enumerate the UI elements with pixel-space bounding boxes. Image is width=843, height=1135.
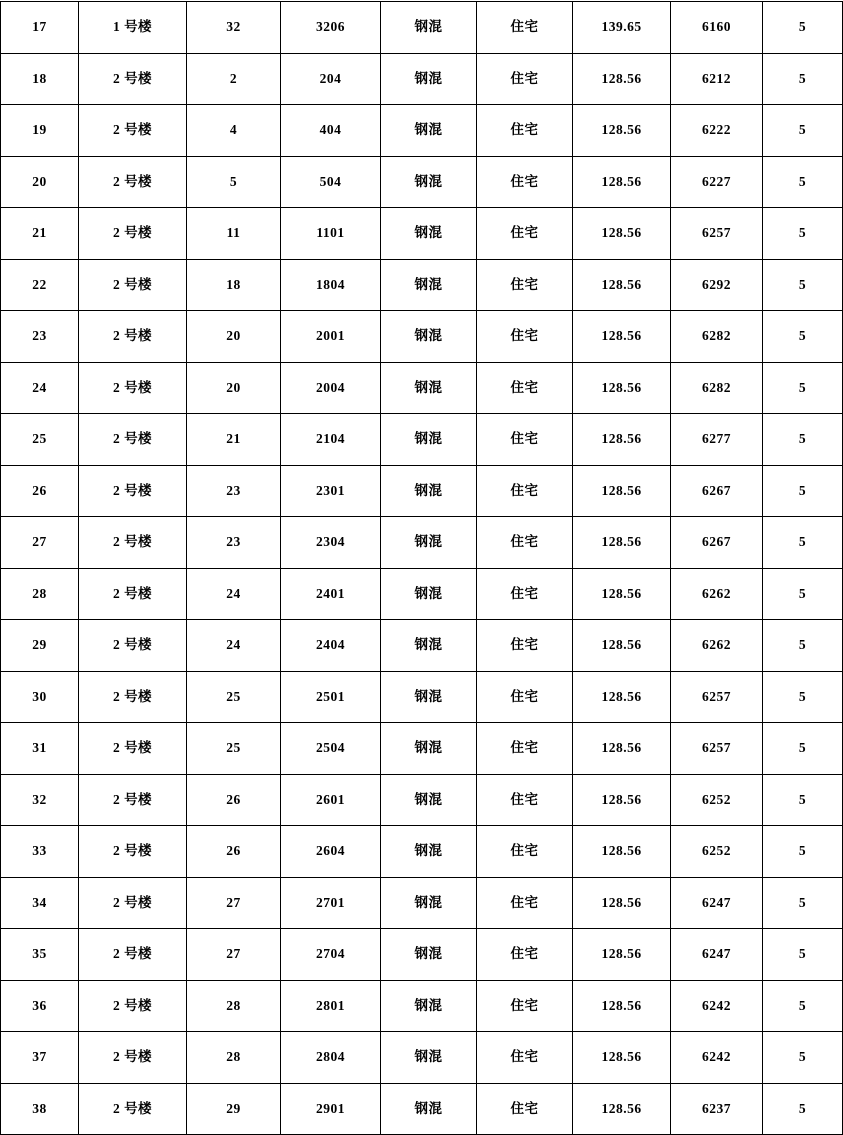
table-cell: 住宅 <box>477 568 573 620</box>
table-cell: 128.56 <box>573 568 671 620</box>
table-cell: 128.56 <box>573 980 671 1032</box>
table-cell: 2 号楼 <box>79 1032 187 1084</box>
table-cell: 住宅 <box>477 208 573 260</box>
table-cell: 26 <box>187 774 281 826</box>
table-cell: 住宅 <box>477 517 573 569</box>
table-cell: 住宅 <box>477 1083 573 1135</box>
table-row <box>1 1083 843 1135</box>
table-cell: 5 <box>763 620 843 672</box>
table-cell: 钢混 <box>381 362 477 414</box>
table-cell: 2 号楼 <box>79 980 187 1032</box>
table-cell: 2 号楼 <box>79 723 187 775</box>
table-cell: 住宅 <box>477 414 573 466</box>
table-cell: 37 <box>1 1032 79 1084</box>
table-cell: 24 <box>187 568 281 620</box>
table-cell: 2 号楼 <box>79 826 187 878</box>
table-cell: 2304 <box>281 517 381 569</box>
table-cell: 2 号楼 <box>79 362 187 414</box>
table-cell: 钢混 <box>381 877 477 929</box>
table-cell: 26 <box>187 826 281 878</box>
table-cell: 128.56 <box>573 620 671 672</box>
table-cell: 25 <box>1 414 79 466</box>
table-cell: 27 <box>1 517 79 569</box>
table-cell: 2 号楼 <box>79 517 187 569</box>
table-cell: 34 <box>1 877 79 929</box>
table-cell: 钢混 <box>381 465 477 517</box>
table-cell: 128.56 <box>573 1032 671 1084</box>
table-cell: 住宅 <box>477 53 573 105</box>
table-row <box>1 414 843 466</box>
table-cell: 钢混 <box>381 826 477 878</box>
table-cell: 128.56 <box>573 774 671 826</box>
table-cell: 128.56 <box>573 1083 671 1135</box>
table-cell: 钢混 <box>381 414 477 466</box>
table-cell: 住宅 <box>477 826 573 878</box>
table-cell: 2104 <box>281 414 381 466</box>
table-cell: 6267 <box>671 465 763 517</box>
table-cell: 钢混 <box>381 929 477 981</box>
table-cell: 2 号楼 <box>79 53 187 105</box>
table-cell: 2901 <box>281 1083 381 1135</box>
table-cell: 504 <box>281 156 381 208</box>
table-cell: 6222 <box>671 105 763 157</box>
table-cell: 24 <box>187 620 281 672</box>
table-cell: 21 <box>187 414 281 466</box>
table-cell: 2401 <box>281 568 381 620</box>
table-cell: 5 <box>763 929 843 981</box>
table-cell: 5 <box>763 517 843 569</box>
table-cell: 25 <box>187 723 281 775</box>
table-cell: 2001 <box>281 311 381 363</box>
table-cell: 5 <box>763 1083 843 1135</box>
table-cell: 128.56 <box>573 465 671 517</box>
table-row <box>1 2 843 54</box>
table-cell: 128.56 <box>573 826 671 878</box>
table-cell: 钢混 <box>381 723 477 775</box>
table-cell: 5 <box>763 156 843 208</box>
table-cell: 2 号楼 <box>79 774 187 826</box>
table-cell: 5 <box>763 877 843 929</box>
table-cell: 住宅 <box>477 671 573 723</box>
table-cell: 6212 <box>671 53 763 105</box>
table-row <box>1 105 843 157</box>
table-cell: 1101 <box>281 208 381 260</box>
table-cell: 20 <box>187 311 281 363</box>
table-cell: 6252 <box>671 774 763 826</box>
table-row <box>1 980 843 1032</box>
table-cell: 22 <box>1 259 79 311</box>
table-cell: 6282 <box>671 362 763 414</box>
table-cell: 2404 <box>281 620 381 672</box>
table-cell: 钢混 <box>381 156 477 208</box>
table-cell: 住宅 <box>477 929 573 981</box>
table-cell: 18 <box>187 259 281 311</box>
table-cell: 住宅 <box>477 105 573 157</box>
table-cell: 钢混 <box>381 259 477 311</box>
table-cell: 128.56 <box>573 671 671 723</box>
table-cell: 5 <box>763 105 843 157</box>
table-cell: 29 <box>1 620 79 672</box>
table-cell: 5 <box>763 2 843 54</box>
table-cell: 128.56 <box>573 53 671 105</box>
table-cell: 住宅 <box>477 980 573 1032</box>
table-cell: 住宅 <box>477 620 573 672</box>
table-row <box>1 1032 843 1084</box>
table-cell: 住宅 <box>477 362 573 414</box>
table-cell: 6227 <box>671 156 763 208</box>
table-cell: 2 号楼 <box>79 929 187 981</box>
table-cell: 2804 <box>281 1032 381 1084</box>
table-cell: 2801 <box>281 980 381 1032</box>
table-cell: 6262 <box>671 620 763 672</box>
table-cell: 5 <box>763 465 843 517</box>
table-cell: 住宅 <box>477 156 573 208</box>
table-cell: 5 <box>763 980 843 1032</box>
table-cell: 6292 <box>671 259 763 311</box>
table-cell: 139.65 <box>573 2 671 54</box>
table-cell: 5 <box>763 362 843 414</box>
table-cell: 2 号楼 <box>79 208 187 260</box>
table-cell: 6252 <box>671 826 763 878</box>
table-cell: 钢混 <box>381 980 477 1032</box>
table-cell: 20 <box>1 156 79 208</box>
table-cell: 钢混 <box>381 208 477 260</box>
table-cell: 2 号楼 <box>79 414 187 466</box>
table-cell: 钢混 <box>381 105 477 157</box>
table-cell: 5 <box>763 259 843 311</box>
table-cell: 128.56 <box>573 208 671 260</box>
property-listing-table <box>0 1 843 1135</box>
table-cell: 6257 <box>671 208 763 260</box>
table-cell: 6242 <box>671 1032 763 1084</box>
table-cell: 5 <box>763 826 843 878</box>
table-row <box>1 568 843 620</box>
table-cell: 404 <box>281 105 381 157</box>
table-cell: 32 <box>187 2 281 54</box>
table-row <box>1 53 843 105</box>
table-cell: 23 <box>1 311 79 363</box>
table-cell: 2504 <box>281 723 381 775</box>
table-cell: 19 <box>1 105 79 157</box>
table-cell: 2 号楼 <box>79 877 187 929</box>
table-cell: 25 <box>187 671 281 723</box>
table-cell: 6242 <box>671 980 763 1032</box>
table-cell: 2704 <box>281 929 381 981</box>
table-cell: 3206 <box>281 2 381 54</box>
table-cell: 2604 <box>281 826 381 878</box>
table-cell: 2 号楼 <box>79 465 187 517</box>
table-cell: 2 号楼 <box>79 671 187 723</box>
table-cell: 住宅 <box>477 877 573 929</box>
document-page <box>0 1 807 1117</box>
table-cell: 6267 <box>671 517 763 569</box>
table-cell: 2501 <box>281 671 381 723</box>
table-row <box>1 156 843 208</box>
table-cell: 28 <box>187 1032 281 1084</box>
table-cell: 6160 <box>671 2 763 54</box>
table-cell: 27 <box>187 929 281 981</box>
table-cell: 5 <box>187 156 281 208</box>
table-cell: 33 <box>1 826 79 878</box>
table-cell: 128.56 <box>573 311 671 363</box>
table-cell: 住宅 <box>477 723 573 775</box>
table-cell: 36 <box>1 980 79 1032</box>
table-cell: 21 <box>1 208 79 260</box>
table-cell: 钢混 <box>381 774 477 826</box>
table-row <box>1 208 843 260</box>
table-cell: 2 号楼 <box>79 568 187 620</box>
table-cell: 住宅 <box>477 1032 573 1084</box>
table-cell: 28 <box>1 568 79 620</box>
table-cell: 2601 <box>281 774 381 826</box>
table-cell: 128.56 <box>573 156 671 208</box>
table-cell: 6247 <box>671 877 763 929</box>
table-cell: 住宅 <box>477 2 573 54</box>
table-cell: 2 号楼 <box>79 1083 187 1135</box>
table-cell: 32 <box>1 774 79 826</box>
table-cell: 204 <box>281 53 381 105</box>
table-cell: 住宅 <box>477 311 573 363</box>
table-row <box>1 826 843 878</box>
table-cell: 38 <box>1 1083 79 1135</box>
table-cell: 6277 <box>671 414 763 466</box>
table-cell: 4 <box>187 105 281 157</box>
table-cell: 1 号楼 <box>79 2 187 54</box>
table-cell: 27 <box>187 877 281 929</box>
table-cell: 5 <box>763 414 843 466</box>
table-cell: 6247 <box>671 929 763 981</box>
table-cell: 128.56 <box>573 105 671 157</box>
table-row <box>1 465 843 517</box>
table-cell: 6262 <box>671 568 763 620</box>
table-cell: 2 号楼 <box>79 620 187 672</box>
table-cell: 128.56 <box>573 362 671 414</box>
table-row <box>1 723 843 775</box>
table-cell: 128.56 <box>573 877 671 929</box>
table-cell: 29 <box>187 1083 281 1135</box>
table-cell: 128.56 <box>573 723 671 775</box>
table-cell: 30 <box>1 671 79 723</box>
table-row <box>1 671 843 723</box>
table-cell: 28 <box>187 980 281 1032</box>
table-cell: 128.56 <box>573 517 671 569</box>
table-cell: 128.56 <box>573 259 671 311</box>
table-cell: 18 <box>1 53 79 105</box>
table-cell: 住宅 <box>477 774 573 826</box>
table-cell: 5 <box>763 311 843 363</box>
table-cell: 35 <box>1 929 79 981</box>
table-cell: 5 <box>763 208 843 260</box>
table-cell: 5 <box>763 1032 843 1084</box>
table-row <box>1 929 843 981</box>
table-cell: 住宅 <box>477 465 573 517</box>
table-row <box>1 517 843 569</box>
table-cell: 钢混 <box>381 620 477 672</box>
table-cell: 钢混 <box>381 53 477 105</box>
table-cell: 6282 <box>671 311 763 363</box>
table-cell: 2 号楼 <box>79 105 187 157</box>
table-cell: 26 <box>1 465 79 517</box>
table-cell: 钢混 <box>381 517 477 569</box>
table-cell: 5 <box>763 774 843 826</box>
table-cell: 11 <box>187 208 281 260</box>
table-cell: 5 <box>763 671 843 723</box>
table-cell: 2701 <box>281 877 381 929</box>
table-cell: 钢混 <box>381 568 477 620</box>
table-cell: 住宅 <box>477 259 573 311</box>
table-row <box>1 259 843 311</box>
table-row <box>1 877 843 929</box>
table-row <box>1 774 843 826</box>
table-cell: 钢混 <box>381 2 477 54</box>
table-cell: 1804 <box>281 259 381 311</box>
table-cell: 23 <box>187 517 281 569</box>
table-cell: 24 <box>1 362 79 414</box>
table-cell: 钢混 <box>381 311 477 363</box>
table-cell: 128.56 <box>573 414 671 466</box>
table-cell: 5 <box>763 568 843 620</box>
table-cell: 128.56 <box>573 929 671 981</box>
table-cell: 钢混 <box>381 671 477 723</box>
table-cell: 2 号楼 <box>79 259 187 311</box>
table-cell: 2 <box>187 53 281 105</box>
table-cell: 6257 <box>671 671 763 723</box>
table-cell: 23 <box>187 465 281 517</box>
table-cell: 20 <box>187 362 281 414</box>
table-cell: 6237 <box>671 1083 763 1135</box>
table-cell: 6257 <box>671 723 763 775</box>
table-cell: 2 号楼 <box>79 311 187 363</box>
table-cell: 31 <box>1 723 79 775</box>
table-row <box>1 620 843 672</box>
table-row <box>1 311 843 363</box>
table-cell: 5 <box>763 723 843 775</box>
table-cell: 17 <box>1 2 79 54</box>
table-cell: 2 号楼 <box>79 156 187 208</box>
table-cell: 钢混 <box>381 1032 477 1084</box>
table-cell: 2301 <box>281 465 381 517</box>
table-row <box>1 362 843 414</box>
table-cell: 钢混 <box>381 1083 477 1135</box>
table-cell: 5 <box>763 53 843 105</box>
table-cell: 2004 <box>281 362 381 414</box>
